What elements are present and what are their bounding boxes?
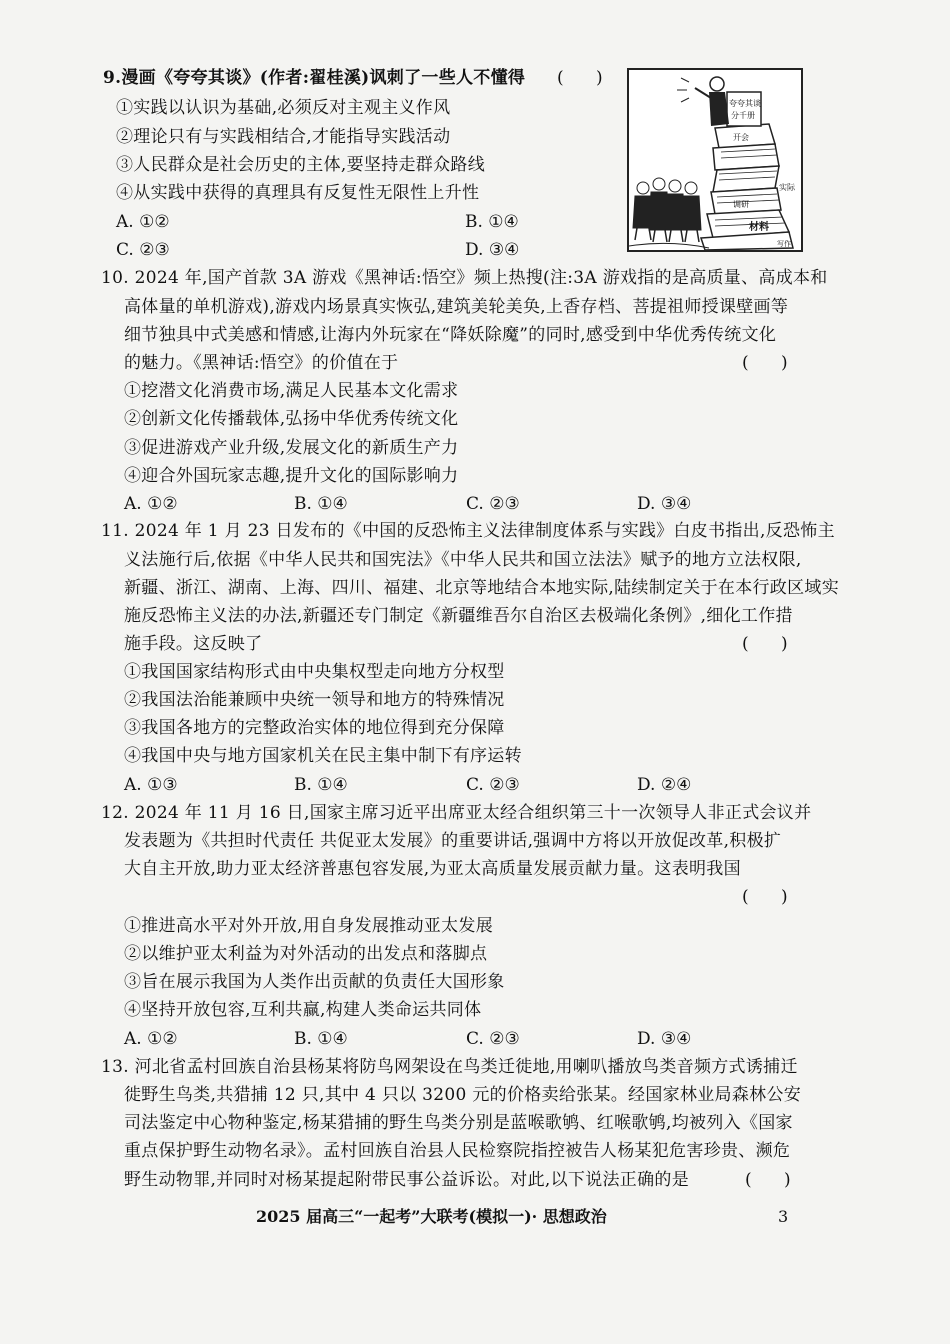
q11-stem-line-1: 11. 2024 年 1 月 23 日发布的《中国的反恐怖主义法律制度体系与实践》白皮书指出,反恐怖主: [101, 521, 835, 541]
q11-stem-line-4: 施反恐怖主义法的办法,新疆还专门制定《新疆维吾尔自治区去极端化条例》,细化工作措: [124, 606, 793, 626]
comic-label-writing: 写作: [777, 240, 791, 248]
q12-stem-line-1: 12. 2024 年 11 月 16 日,国家主席习近平出席亚太经合组织第三十一次领导人非正式会议并: [101, 803, 812, 823]
q12-item-1: ①推进高水平对外开放,用自身发展推动亚太发展: [124, 916, 494, 936]
q10-option-c: C. ②③: [466, 494, 520, 514]
q12-option-d: D. ③④: [637, 1029, 692, 1049]
q11-option-a: A. ①③: [124, 775, 178, 795]
q10-item-1: ①挖潜文化消费市场,满足人民基本文化需求: [124, 381, 459, 401]
q11-stem-line-5: 施手段。这反映了: [124, 634, 263, 654]
comic-book-label-2: 分千册: [731, 111, 755, 120]
q13-stem-line-2: 徙野生鸟类,共猎捕 12 只,其中 4 只以 3200 元的价格卖给张某。经国家林业局森林公安: [124, 1085, 802, 1105]
q12-stem-line-2: 发表题为《共担时代责任 共促亚太发展》的重要讲话,强调中方将以开放促改革,积极扩: [124, 831, 782, 851]
q11-option-b: B. ①④: [294, 775, 348, 795]
q10-stem-line-1: 10. 2024 年,国产首款 3A 游戏《黑神话:悟空》频上热搜(注:3A 游戏指的是高质量、高成本和: [101, 268, 828, 288]
q10-answer-paren: ( ): [742, 353, 788, 373]
comic-label-research: 调研: [733, 200, 749, 209]
comic-label-reality: 实际: [779, 183, 795, 192]
q9-item-4: ④从实践中获得的真理具有反复性无限性上升性: [116, 183, 480, 203]
q9-item-3: ③人民群众是社会历史的主体,要坚持走群众路线: [116, 155, 486, 175]
q13-stem-line-4: 重点保护野生动物名录》。孟村回族自治县人民检察院指控被告人杨某犯危害珍贵、濒危: [124, 1141, 791, 1161]
comic-label-materials: 材料: [749, 222, 769, 233]
q9-option-b: B. ①④: [465, 212, 519, 232]
q12-option-c: C. ②③: [466, 1029, 520, 1049]
q12-option-b: B. ①④: [294, 1029, 348, 1049]
q10-item-4: ④迎合外国玩家志趣,提升文化的国际影响力: [124, 466, 459, 486]
q12-answer-paren: ( ): [742, 887, 788, 907]
q9-item-1: ①实践以认识为基础,必须反对主观主义作风: [116, 98, 451, 118]
q9-stem: 9.漫画《夸夸其谈》(作者:翟桂溪)讽刺了一些人不懂得: [103, 68, 526, 88]
q10-stem-line-4: 的魅力。《黑神话:悟空》的价值在于: [124, 353, 399, 373]
q9-option-c: C. ②③: [116, 240, 170, 260]
q10-stem-line-2: 高体量的单机游戏),游戏内场景真实恢弘,建筑美轮美奂,上香存档、菩提祖师授课壁画等: [124, 297, 789, 317]
q12-item-2: ②以维护亚太利益为对外活动的出发点和落脚点: [124, 944, 488, 964]
q11-item-2: ②我国法治能兼顾中央统一领导和地方的特殊情况: [124, 690, 505, 710]
footer-title: 2025 届高三“一起考”大联考(模拟一)· 思想政治: [256, 1207, 607, 1226]
q12-item-4: ④坚持开放包容,互利共赢,构建人类命运共同体: [124, 1000, 482, 1020]
q11-item-4: ④我国中央与地方国家机关在民主集中制下有序运转: [124, 746, 522, 766]
q13-stem-line-5: 野生动物罪,并同时对杨某提起附带民事公益诉讼。对此,以下说法正确的是: [124, 1170, 690, 1190]
q9-option-a: A. ①②: [116, 212, 170, 232]
q10-option-b: B. ①④: [294, 494, 348, 514]
comic-book-label-1: 夸夸其谈: [729, 99, 761, 108]
q13-stem-line-1: 13. 河北省孟村回族自治县杨某将防鸟网架设在鸟类迁徙地,用喇叭播放鸟类音频方式诱捕迁: [101, 1057, 798, 1077]
q10-stem-line-3: 细节独具中式美感和情感,让海内外玩家在“降妖除魔”的同时,感受到中华优秀传统文化: [124, 325, 777, 345]
q11-item-1: ①我国国家结构形式由中央集权型走向地方分权型: [124, 662, 505, 682]
q10-item-2: ②创新文化传播载体,弘扬中华优秀传统文化: [124, 409, 459, 429]
q11-option-d: D. ②④: [637, 775, 692, 795]
q9-option-d: D. ③④: [465, 240, 520, 260]
q9-answer-paren: ( ): [557, 68, 603, 88]
q12-stem-line-3: 大自主开放,助力亚太经济普惠包容发展,为亚太高质量发展贡献力量。这表明我国: [124, 859, 741, 879]
q11-option-c: C. ②③: [466, 775, 520, 795]
comic-label-open-meeting: 开会: [733, 133, 749, 142]
page-number: 3: [778, 1207, 789, 1226]
q12-option-a: A. ①②: [124, 1029, 178, 1049]
q9-comic-image: [627, 68, 803, 252]
q11-stem-line-3: 新疆、浙江、湖南、上海、四川、福建、北京等地结合本地实际,陆续制定关于在本行政区域实: [124, 578, 840, 598]
q10-option-d: D. ③④: [637, 494, 692, 514]
q10-option-a: A. ①②: [124, 494, 178, 514]
q10-item-3: ③促进游戏产业升级,发展文化的新质生产力: [124, 438, 459, 458]
q13-answer-paren: ( ): [745, 1170, 791, 1190]
q13-stem-line-3: 司法鉴定中心物种鉴定,杨某猎捕的野生鸟类分别是蓝喉歌鸲、红喉歌鸲,均被列入《国家: [124, 1113, 793, 1133]
comic-drawing: [629, 70, 801, 250]
q11-item-3: ③我国各地方的完整政治实体的地位得到充分保障: [124, 718, 505, 738]
q9-item-2: ②理论只有与实践相结合,才能指导实践活动: [116, 127, 451, 147]
q11-answer-paren: ( ): [742, 634, 788, 654]
q11-stem-line-2: 义法施行后,依据《中华人民共和国宪法》《中华人民共和国立法法》赋予的地方立法权限,: [124, 550, 802, 570]
q12-item-3: ③旨在展示我国为人类作出贡献的负责任大国形象: [124, 972, 505, 992]
